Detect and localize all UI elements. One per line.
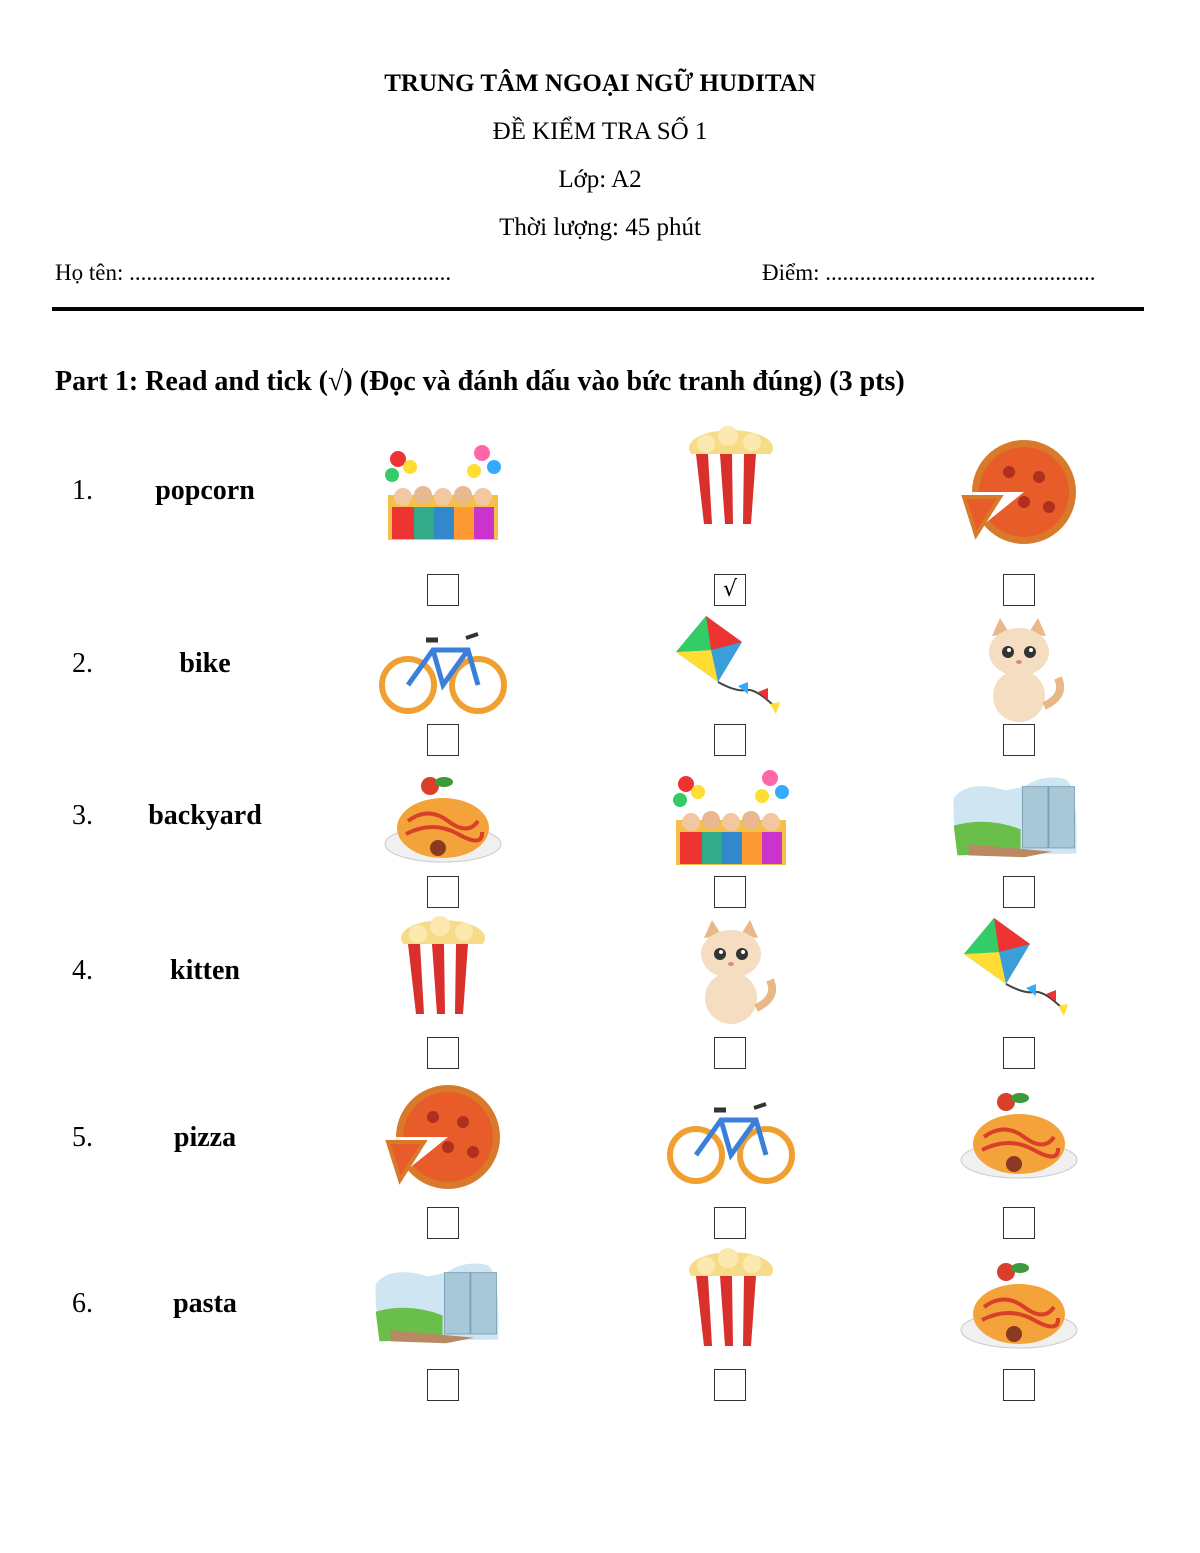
question-number: 5. (72, 1122, 93, 1153)
question-word: bike (179, 648, 231, 679)
checkbox-q6-option1[interactable] (427, 1369, 459, 1401)
checkbox-q1-option2[interactable]: √ (714, 574, 746, 606)
center-name: TRUNG TÂM NGOẠI NGỮ HUDITAN (384, 70, 816, 97)
part1-title: Part 1: Read and tick (√) (Đọc và đánh dấu vào bức tranh đúng) (3 pts) (55, 366, 905, 397)
question-number: 6. (72, 1288, 93, 1319)
pizza-icon (954, 437, 1084, 547)
checkbox-q2-option3[interactable] (1003, 724, 1035, 756)
checkbox-q6-option2[interactable] (714, 1369, 746, 1401)
popcorn-icon (666, 1248, 796, 1358)
kitten-icon (954, 616, 1084, 726)
checkbox-q5-option3[interactable] (1003, 1207, 1035, 1239)
checkbox-q1-option1[interactable] (427, 574, 459, 606)
checkbox-q5-option1[interactable] (427, 1207, 459, 1239)
popcorn-icon (378, 916, 508, 1026)
checkbox-q3-option3[interactable] (1003, 876, 1035, 908)
question-number: 3. (72, 800, 93, 831)
backyard-icon (372, 1252, 502, 1362)
bike-icon (378, 620, 508, 730)
duration-label: Thời lượng: 45 phút (499, 214, 701, 241)
checkbox-q4-option2[interactable] (714, 1037, 746, 1069)
checkbox-q6-option3[interactable] (1003, 1369, 1035, 1401)
question-word: kitten (170, 955, 240, 986)
pasta-icon (954, 1082, 1084, 1192)
popcorn-icon (666, 426, 796, 536)
party-icon (666, 762, 796, 872)
pasta-icon (378, 766, 508, 876)
checkbox-q3-option1[interactable] (427, 876, 459, 908)
score-field[interactable]: Điểm: ............................................... (762, 260, 1096, 285)
class-label: Lớp: A2 (558, 166, 642, 193)
question-number: 2. (72, 648, 93, 679)
question-word: popcorn (155, 475, 255, 506)
checkbox-q3-option2[interactable] (714, 876, 746, 908)
pizza-icon (378, 1082, 508, 1192)
checkbox-q2-option1[interactable] (427, 724, 459, 756)
kite-icon (666, 612, 796, 722)
checkbox-q4-option3[interactable] (1003, 1037, 1035, 1069)
question-word: pasta (173, 1288, 237, 1319)
kitten-icon (666, 918, 796, 1028)
party-icon (378, 437, 508, 547)
checkbox-q4-option1[interactable] (427, 1037, 459, 1069)
question-word: pizza (173, 1122, 237, 1153)
checkbox-q1-option3[interactable] (1003, 574, 1035, 606)
name-field[interactable]: Họ tên: ........................................................ (55, 260, 452, 285)
kite-icon (954, 914, 1084, 1024)
question-word: backyard (148, 800, 262, 831)
question-number: 1. (72, 475, 93, 506)
backyard-icon (950, 766, 1080, 876)
pasta-icon (954, 1252, 1084, 1362)
bike-icon (666, 1090, 796, 1200)
header-divider (52, 307, 1144, 311)
question-number: 4. (72, 955, 93, 986)
checkbox-q5-option2[interactable] (714, 1207, 746, 1239)
checkbox-q2-option2[interactable] (714, 724, 746, 756)
exam-title: ĐỀ KIỂM TRA SỐ 1 (492, 118, 708, 145)
